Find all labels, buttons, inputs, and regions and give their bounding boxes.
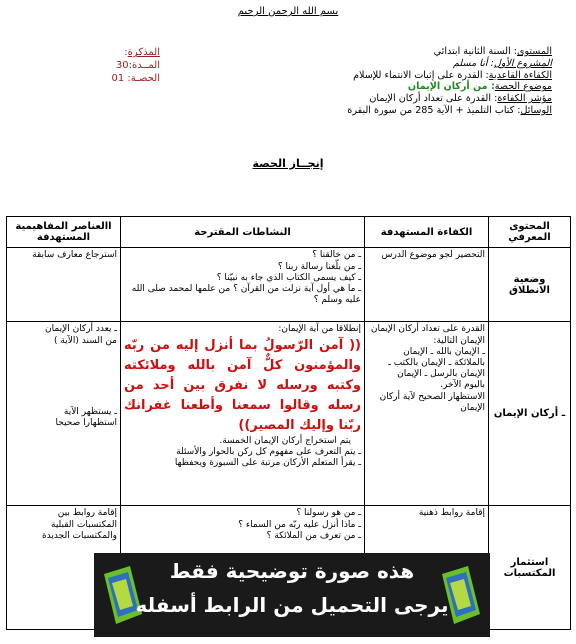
basmala: بسم الله الرحمن الرحيم [237,6,339,17]
lesson-title: إنجــاز الحصة [252,157,324,170]
info-competence-indicator: مؤشر الكفاءة: القدرة على تعداد أركان الإيمان [369,93,552,105]
table-header-row [7,217,571,248]
col-header-activities: النشاطات المقترحة [121,217,365,248]
info-level: المستوى: السنة الثانية ابتدائي [433,46,552,57]
meta-memo: المذكرة: [124,47,160,58]
row3-activities: ـ من هو رسولنا ؟ ـ ماذا أنزل عليه ربّه من السماء ؟ ـ من تعرف من الملائكة ؟ [121,506,365,630]
info-materials: الوسائل: كتاب التلميذ + الآية 285 من سورة البقرة [347,104,552,116]
table-row [7,322,571,506]
col-header-elements: االعناصر المفاهيمية المستهدفة [7,217,121,248]
row2-competence: القدرة على تعداد أركان الإيمان الإيمان التالية: ـ الإيمان بالله ـ الإيمان بالملائكة ـ الإيمان بالكتب ـ الإيمان بالرسل ـ الإيمان باليوم الآخر. الاستظهار الصحيح لآية أركان الإيمان [365,322,489,506]
faith-verse: (( آمن الرّسولُ بما أنزل إليه من ربّه والمؤمنون كلٌّ آمن بالله وملائكته وكتبه ورسله لا نفرق بين أحد من رسله وقالوا سمعنا وأطعنا غفرانك ربّنا وإليك المصير)) [124,337,361,433]
preview-watermark-banner [94,553,490,637]
watermark-line-1: هذه صورة توضيحية فقط [169,559,415,583]
lesson-info [252,46,552,117]
row2-content: ـ أركان الإيمان [489,322,571,506]
row1-elements: استرجاع معارف سابقة [7,248,121,322]
info-project: المشروع الأول: أنا مسلم [453,57,552,69]
row2-activities: إنطلاقا من آية الإيمان: (( آمن الرّسولُ بما أنزل إليه من ربّه والمؤمنون كلٌّ آمن بالله وملائكته وكتبه ورسله لا نفرق بين أحد من رسله وقالوا سمعنا وأطعنا غفرانك ربّنا وإليك المصير)) يتم استخراج أركان الإيمان الخمسة. ـ يتم التعرف على مفهوم كل ركن بالحوار والأسئلة ـ يقرأ المتعلم الأركان مرتبة على السبورة ويحفظها [121,322,365,506]
col-header-competence: الكفاءة المستهدفة [365,217,489,248]
watermark-line-2: يرجى التحميل من الرابط أسفله [135,593,449,617]
row3-elements: إقامة روابط بين المكتسبات القبلية والمكتسبات الجديدة [7,506,121,630]
lesson-meta [40,46,160,85]
info-base-competence: الكفاءة القاعدية: القدرة على إثبات الانتماء للإسلام [353,69,552,81]
row3-competence: إقامة روابط ذهنية [365,506,489,630]
row1-activities: ـ من خالقنا ؟ ـ من بلّغنا رسالة ربنا ؟ ـ كيف يسمى الكتاب الذي جاء به نبيّنا ؟ ـ ما هي أول آية نزلت من القرآن ؟ من علمها لمحمد صلى الله عليه وسلم ؟ [121,248,365,322]
table-row [7,248,571,322]
row1-content: وضعية الانطلاق [489,248,571,322]
row3-content: استثمار المكتسبات [489,506,571,630]
col-header-content: المحتوى المعرفي [489,217,571,248]
meta-duration: المــدة:30 [115,60,160,71]
row2-elements: ـ يعدد أركان الإيمان من السند (الآية ) ـ يستظهر الآية استظهارا صحيحا [7,322,121,506]
meta-session: الحصـة: 01 [111,73,160,84]
info-lesson-topic: موضوع الحصة: من أركان الإيمان [407,81,552,93]
row1-competence: التحضير لجو موضوع الدرس [365,248,489,322]
